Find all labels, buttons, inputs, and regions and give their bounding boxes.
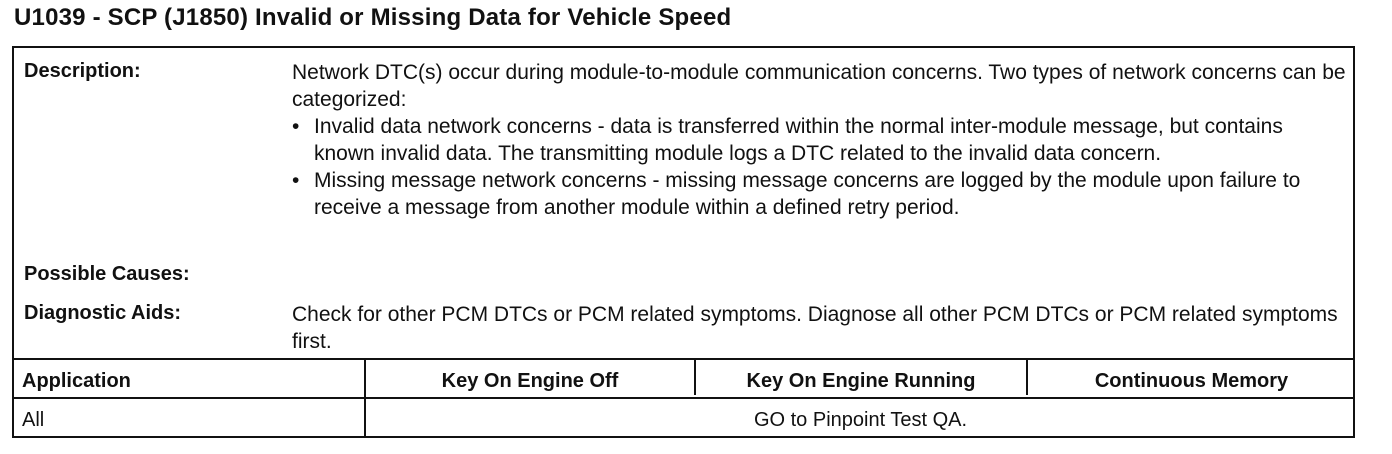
page-title: U1039 - SCP (J1850) Invalid or Missing Data for Vehicle Speed: [14, 4, 732, 31]
bullet-text-missing-message: Missing message network concerns - missing message concerns are logged by the module upon failure to receive a message from another module within a defined retry period.: [314, 169, 1301, 219]
diagnostic-aids-label: Diagnostic Aids:: [24, 302, 182, 324]
table-row-divider: [14, 397, 1353, 399]
description-label: Description:: [24, 60, 141, 82]
description-bullet: [292, 113, 1347, 167]
table-cell-application: All: [22, 409, 45, 431]
table-top-divider: [14, 358, 1353, 360]
description-text: [292, 59, 1347, 221]
bullet-text-invalid-data: Invalid data network concerns - data is transferred within the normal inter-module message, but contains known invalid data. The transmitting module logs a DTC related to the invalid data concern.: [314, 115, 1283, 165]
bullet-icon: •: [292, 115, 300, 138]
dtc-info-box: [12, 46, 1355, 438]
description-bullet: [292, 167, 1347, 221]
bullet-icon: •: [292, 169, 300, 192]
description-intro: Network DTC(s) occur during module-to-module communication concerns. Two types of network concerns can be categorized:: [292, 61, 1346, 111]
table-header-continuous-memory: Continuous Memory: [1094, 370, 1289, 392]
pinpoint-test-instruction: GO to Pinpoint Test QA.: [753, 409, 968, 431]
table-header-koeo: Key On Engine Off: [441, 370, 619, 392]
table-header-koer: Key On Engine Running: [746, 370, 976, 392]
table-header-application: Application: [22, 370, 131, 392]
diagnostic-aids-text: Check for other PCM DTCs or PCM related symptoms. Diagnose all other PCM DTCs or PCM related symptoms first.: [292, 303, 1338, 353]
possible-causes-label: Possible Causes:: [24, 263, 190, 285]
